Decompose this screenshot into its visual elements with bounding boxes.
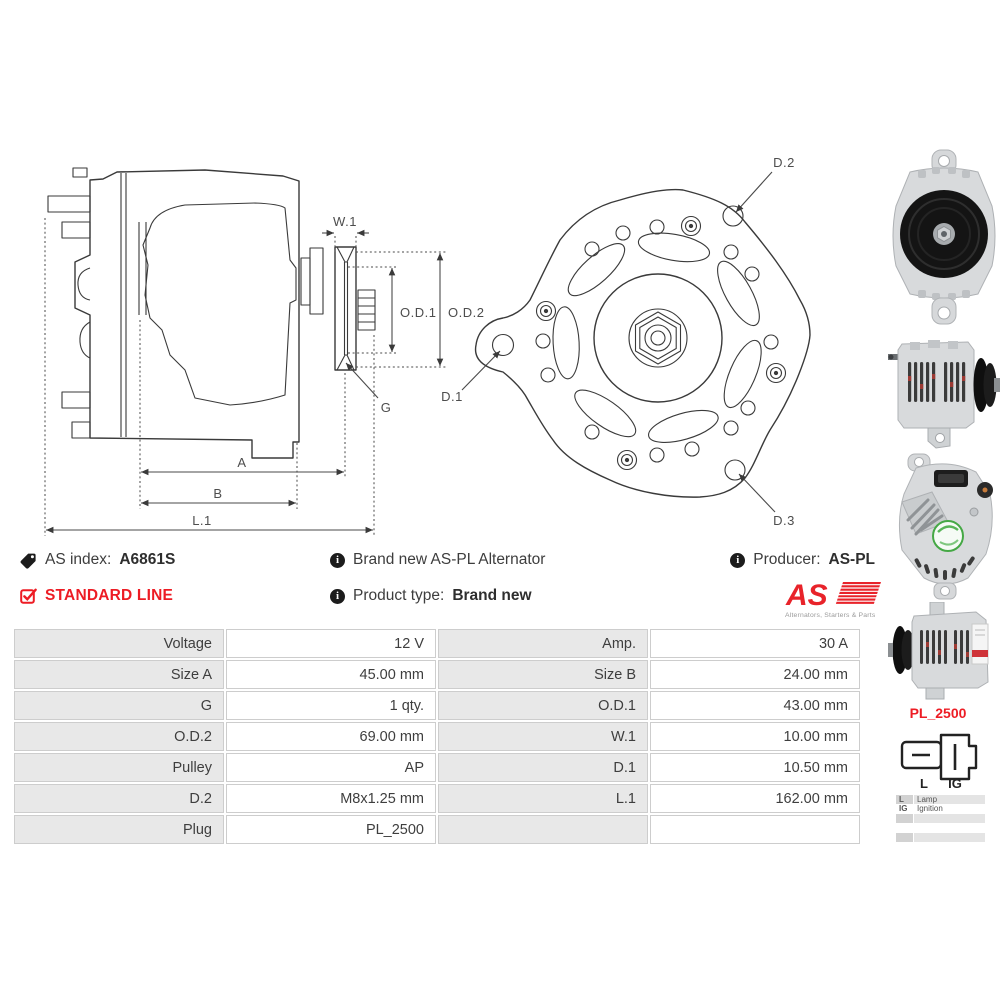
spec-label: W.1 [438, 722, 648, 751]
checkbox-checked-icon [20, 588, 37, 605]
plug-legend [896, 795, 985, 842]
producer-label: Producer: [753, 551, 821, 568]
spec-label: Size B [438, 660, 648, 689]
spec-label: Pulley [14, 753, 224, 782]
spec-value: 10.50 mm [650, 753, 860, 782]
plug-name: PL_2500 [909, 705, 967, 721]
dim-label-d1: D.1 [441, 389, 463, 404]
dim-label-od2: O.D.2 [448, 305, 485, 320]
legend-key [896, 814, 913, 823]
alternator-side-photo [888, 330, 1000, 450]
alternator-rear-photo [888, 450, 1000, 602]
dim-label-d2: D.2 [773, 155, 795, 170]
legend-key: IG [899, 804, 908, 813]
info-icon: i [330, 553, 345, 568]
spec-label: O.D.1 [438, 691, 648, 720]
spec-label [438, 815, 648, 844]
logo-tagline: Alternators, Starters & Parts [785, 612, 876, 619]
product-photos [888, 146, 1000, 700]
logo-text: AS [786, 579, 828, 612]
technical-drawing [15, 140, 875, 546]
spec-value: 30 A [650, 629, 860, 658]
spec-value: 24.00 mm [650, 660, 860, 689]
product-type-label: Product type: [353, 587, 445, 604]
dim-label-l1: L.1 [192, 513, 212, 528]
dim-label-w1: W.1 [333, 214, 357, 229]
spec-label: D.2 [14, 784, 224, 813]
info-icon: i [330, 589, 345, 604]
spec-value: PL_2500 [226, 815, 436, 844]
spec-label: L.1 [438, 784, 648, 813]
dimension-lines [45, 214, 500, 536]
dim-label-od1: O.D.1 [400, 305, 437, 320]
spec-label: O.D.2 [14, 722, 224, 751]
plug-terminal-ig: IG [948, 776, 962, 789]
spec-value: 69.00 mm [226, 722, 436, 751]
alternator-side-2-photo [888, 602, 1000, 700]
product-type-value: Brand new [452, 587, 532, 604]
spec-value: 1 qty. [226, 691, 436, 720]
as-index-value: A6861S [119, 551, 176, 568]
spec-value: 10.00 mm [650, 722, 860, 751]
info-icon: i [730, 553, 745, 568]
spec-label: Size A [14, 660, 224, 689]
legend-value: Lamp [914, 795, 985, 804]
side-view-drawing [48, 168, 375, 458]
spec-value: AP [226, 753, 436, 782]
legend-value: Ignition [917, 804, 943, 813]
legend-value [914, 833, 985, 842]
spec-table [14, 629, 860, 844]
standard-line-row [20, 587, 173, 605]
as-pl-logo [785, 578, 888, 620]
spec-value [650, 815, 860, 844]
spec-value: 43.00 mm [650, 691, 860, 720]
legend-key: L [896, 795, 913, 804]
dim-label-g: G [380, 400, 392, 415]
spec-value: 45.00 mm [226, 660, 436, 689]
as-index-row [20, 551, 175, 569]
alternator-front-photo [888, 146, 1000, 330]
producer-value: AS-PL [828, 551, 875, 568]
spec-value: M8x1.25 mm [226, 784, 436, 813]
dim-label-a: A [237, 455, 247, 470]
dim-label-b: B [213, 486, 223, 501]
producer-row [640, 551, 875, 569]
plug-diagram [897, 727, 985, 789]
product-type-row [330, 587, 532, 605]
plug-terminal-l: L [920, 776, 928, 789]
legend-value [914, 814, 985, 823]
spec-label: G [14, 691, 224, 720]
spec-value: 12 V [226, 629, 436, 658]
dim-label-d3: D.3 [773, 513, 795, 528]
spec-label: Voltage [14, 629, 224, 658]
spec-label: Amp. [438, 629, 648, 658]
tag-icon [20, 552, 37, 569]
spec-label: Plug [14, 815, 224, 844]
spec-label: D.1 [438, 753, 648, 782]
description-row [330, 551, 545, 569]
front-view-drawing [476, 155, 810, 528]
legend-key [896, 833, 913, 842]
standard-line-badge: STANDARD LINE [45, 587, 174, 604]
product-description: Brand new AS-PL Alternator [353, 551, 546, 568]
as-index-label: AS index: [45, 551, 112, 568]
spec-value: 162.00 mm [650, 784, 860, 813]
